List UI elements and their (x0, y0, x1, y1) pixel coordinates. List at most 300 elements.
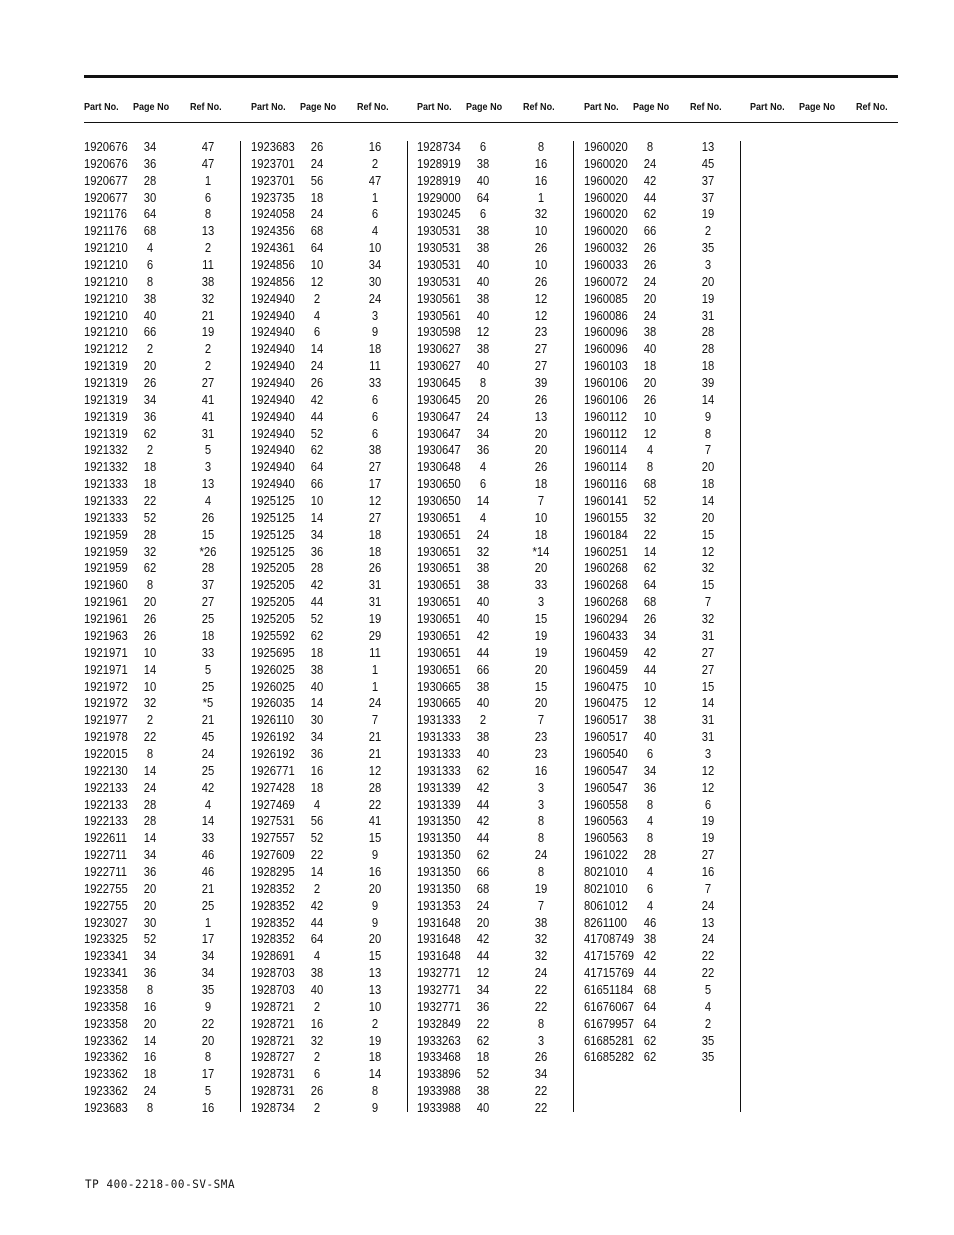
part-number-cell: 61685281 (584, 1033, 635, 1048)
table-row (251, 1016, 411, 1033)
page-number-cell: 32 (143, 544, 157, 559)
page-number-cell: 38 (310, 966, 324, 981)
table-row (251, 392, 411, 409)
header-ref-no: Ref No. (523, 101, 555, 113)
page-number-cell: 14 (476, 494, 490, 509)
page-number-cell: 32 (310, 1033, 324, 1048)
part-number-cell: 1931648 (417, 949, 461, 964)
ref-number-cell: 29 (368, 628, 382, 643)
page-number-cell: 64 (310, 460, 324, 475)
page-number-cell: 14 (143, 662, 157, 677)
part-number-cell: 1931350 (417, 831, 461, 846)
table-row (84, 982, 244, 999)
ref-number-cell: 9 (704, 409, 712, 424)
table-row (584, 375, 744, 392)
page-number-cell: 64 (143, 207, 157, 222)
part-number-cell: 1921977 (84, 713, 128, 728)
page-number-cell: 14 (643, 544, 657, 559)
ref-number-cell: 20 (534, 662, 548, 677)
ref-number-cell: 13 (201, 477, 215, 492)
table-row (251, 746, 411, 763)
table-row (417, 695, 577, 712)
part-number-cell: 1960540 (584, 746, 628, 761)
table-row (584, 274, 744, 291)
part-number-cell: 1931339 (417, 780, 461, 795)
table-row (584, 527, 744, 544)
table-row (584, 510, 744, 527)
part-number-cell: 1925125 (251, 527, 295, 542)
page-number-cell: 68 (310, 224, 324, 239)
part-number-cell: 1921972 (84, 679, 128, 694)
page-number-cell: 30 (143, 915, 157, 930)
part-number-cell: 1925592 (251, 628, 295, 643)
index-column-3 (417, 139, 577, 1117)
part-number-cell: 1930651 (417, 662, 461, 677)
ref-number-cell: 17 (201, 932, 215, 947)
table-row (584, 156, 744, 173)
part-number-cell: 1921959 (84, 561, 128, 576)
part-number-cell: 41715769 (584, 966, 635, 981)
table-row (84, 459, 244, 476)
table-row (584, 813, 744, 830)
part-number-cell: 1923683 (84, 1100, 128, 1115)
ref-number-cell: 31 (368, 595, 382, 610)
ref-number-cell: 9 (371, 898, 379, 913)
ref-number-cell: 12 (368, 494, 382, 509)
page-number-cell: 38 (476, 730, 490, 745)
ref-number-cell: 41 (368, 814, 382, 829)
table-row (417, 341, 577, 358)
table-row (251, 560, 411, 577)
table-row (417, 999, 577, 1016)
page-number-cell: 10 (143, 645, 157, 660)
part-number-cell: 1921978 (84, 730, 128, 745)
table-row (251, 139, 411, 156)
table-row (417, 139, 577, 156)
part-number-cell: 1960547 (584, 763, 628, 778)
part-number-cell: 1927557 (251, 831, 295, 846)
table-row (251, 1083, 411, 1100)
table-row (417, 426, 577, 443)
part-number-cell: 1960268 (584, 578, 628, 593)
ref-number-cell: 6 (371, 426, 379, 441)
ref-number-cell: 5 (704, 982, 712, 997)
page-number-cell: 4 (313, 797, 321, 812)
table-row (251, 459, 411, 476)
page-number-cell: 8 (146, 578, 154, 593)
page-number-cell: 56 (310, 173, 324, 188)
page-number-cell: 26 (643, 612, 657, 627)
page-number-cell: 38 (476, 224, 490, 239)
part-number-cell: 1931648 (417, 915, 461, 930)
table-row (251, 645, 411, 662)
ref-number-cell: 12 (701, 544, 715, 559)
ref-number-cell: 32 (534, 932, 548, 947)
page-number-cell: 4 (479, 460, 487, 475)
part-number-cell: 1931648 (417, 932, 461, 947)
table-row (251, 1066, 411, 1083)
table-row (417, 274, 577, 291)
part-number-cell: 1924940 (251, 392, 295, 407)
ref-number-cell: 20 (534, 696, 548, 711)
part-number-cell: 1923325 (84, 932, 128, 947)
part-number-cell: 1931339 (417, 797, 461, 812)
page-number-cell: 22 (143, 730, 157, 745)
table-row (417, 1049, 577, 1066)
table-row (251, 915, 411, 932)
table-row (84, 375, 244, 392)
part-number-cell: 1960433 (584, 628, 628, 643)
ref-number-cell: 23 (534, 325, 548, 340)
ref-number-cell: 20 (368, 881, 382, 896)
ref-number-cell: 34 (201, 966, 215, 981)
ref-number-cell: 12 (534, 308, 548, 323)
table-row (251, 240, 411, 257)
ref-number-cell: 14 (701, 494, 715, 509)
page-number-cell: 16 (143, 999, 157, 1014)
ref-number-cell: 4 (204, 797, 212, 812)
table-row (84, 1083, 244, 1100)
ref-number-cell: 10 (534, 258, 548, 273)
part-number-cell: 1960106 (584, 376, 628, 391)
header-page-no: Page No (300, 101, 337, 113)
ref-number-cell: 21 (201, 713, 215, 728)
page-number-cell: 42 (476, 932, 490, 947)
table-row (584, 729, 744, 746)
part-number-cell: 1928919 (417, 173, 461, 188)
table-row (417, 240, 577, 257)
page-number-cell: 62 (310, 443, 324, 458)
page-number-cell: 40 (310, 679, 324, 694)
part-number-cell: 8061012 (584, 898, 628, 913)
page-number-cell: 28 (143, 527, 157, 542)
table-row (251, 847, 411, 864)
table-row (251, 695, 411, 712)
ref-number-cell: 32 (701, 612, 715, 627)
ref-number-cell: 8 (204, 1050, 212, 1065)
page-number-cell: 38 (476, 578, 490, 593)
page-number-cell: 40 (476, 696, 490, 711)
table-row (417, 982, 577, 999)
part-number-cell: 1922755 (84, 898, 128, 913)
ref-number-cell: *5 (202, 696, 214, 711)
page-number-cell: 36 (643, 780, 657, 795)
ref-number-cell: 1 (537, 190, 545, 205)
table-row (417, 712, 577, 729)
table-row (251, 223, 411, 240)
header-part-no: Part No. (750, 101, 785, 113)
ref-number-cell: 15 (534, 679, 548, 694)
part-number-cell: 1928352 (251, 915, 295, 930)
page-number-cell: 6 (646, 881, 654, 896)
table-row (584, 1016, 744, 1033)
part-number-cell: 1921319 (84, 426, 128, 441)
page-number-cell: 66 (476, 864, 490, 879)
page-number-cell: 2 (479, 713, 487, 728)
page-number-cell: 2 (146, 443, 154, 458)
page-number-cell: 2 (146, 713, 154, 728)
page-number-cell: 26 (310, 376, 324, 391)
page-number-cell: 24 (643, 156, 657, 171)
ref-number-cell: 25 (201, 679, 215, 694)
ref-number-cell: 20 (701, 510, 715, 525)
part-number-cell: 1931333 (417, 730, 461, 745)
ref-number-cell: 31 (701, 308, 715, 323)
part-number-cell: 1923358 (84, 982, 128, 997)
part-number-cell: 1931350 (417, 881, 461, 896)
table-row (251, 797, 411, 814)
table-row (584, 780, 744, 797)
ref-number-cell: 6 (371, 409, 379, 424)
part-number-cell: 1932849 (417, 1016, 461, 1031)
ref-number-cell: 1 (371, 662, 379, 677)
ref-number-cell: 35 (201, 982, 215, 997)
ref-number-cell: 21 (201, 881, 215, 896)
ref-number-cell: 2 (371, 156, 379, 171)
table-row (417, 662, 577, 679)
ref-number-cell: 30 (368, 274, 382, 289)
ref-number-cell: 2 (371, 1016, 379, 1031)
table-row (417, 881, 577, 898)
page-number-cell: 62 (143, 561, 157, 576)
part-number-cell: 1923362 (84, 1033, 128, 1048)
part-number-cell: 1960475 (584, 696, 628, 711)
part-number-cell: 1930531 (417, 258, 461, 273)
part-number-cell: 1930531 (417, 241, 461, 256)
page-number-cell: 40 (476, 1100, 490, 1115)
table-row (417, 1066, 577, 1083)
table-row (584, 544, 744, 561)
page-number-cell: 64 (643, 1016, 657, 1031)
table-row (84, 1033, 244, 1050)
ref-number-cell: 3 (704, 258, 712, 273)
part-number-cell: 1928691 (251, 949, 295, 964)
part-number-cell: 1925125 (251, 494, 295, 509)
part-number-cell: 1928731 (251, 1084, 295, 1099)
part-number-cell: 1930645 (417, 376, 461, 391)
page-number-cell: 10 (310, 494, 324, 509)
part-number-cell: 1923341 (84, 949, 128, 964)
ref-number-cell: 16 (534, 763, 548, 778)
part-number-cell: 1928734 (417, 140, 461, 154)
ref-number-cell: 9 (371, 325, 379, 340)
page-number-cell: 18 (143, 460, 157, 475)
page-number-cell: 44 (643, 190, 657, 205)
table-row (584, 628, 744, 645)
table-row (417, 763, 577, 780)
page-number-cell: 4 (479, 510, 487, 525)
page-number-cell: 26 (143, 628, 157, 643)
table-row (584, 476, 744, 493)
ref-number-cell: 11 (369, 645, 381, 660)
ref-number-cell: 41 (201, 409, 215, 424)
ref-number-cell: 32 (201, 291, 215, 306)
page-number-cell: 8 (646, 797, 654, 812)
part-number-cell: 1933988 (417, 1100, 461, 1115)
ref-number-cell: 17 (368, 477, 382, 492)
page-number-cell: 2 (313, 291, 321, 306)
ref-number-cell: 5 (204, 662, 212, 677)
ref-number-cell: 24 (701, 898, 715, 913)
ref-number-cell: *26 (199, 544, 217, 559)
part-number-cell: 1922133 (84, 797, 128, 812)
part-number-cell: 1924940 (251, 342, 295, 357)
part-number-cell: 1960268 (584, 561, 628, 576)
page-number-cell: 44 (643, 966, 657, 981)
page-number-cell: 28 (143, 173, 157, 188)
ref-number-cell: 11 (202, 258, 214, 273)
ref-number-cell: 18 (701, 359, 715, 374)
page-number-cell: 36 (476, 999, 490, 1014)
table-row (584, 645, 744, 662)
page-number-cell: 34 (310, 730, 324, 745)
part-number-cell: 1931333 (417, 746, 461, 761)
page-number-cell: 4 (146, 241, 154, 256)
table-row (584, 999, 744, 1016)
part-number-cell: 1960459 (584, 645, 628, 660)
table-row (417, 931, 577, 948)
page-number-cell: 20 (143, 881, 157, 896)
ref-number-cell: 26 (534, 274, 548, 289)
page-number-cell: 62 (643, 207, 657, 222)
page-number-cell: 14 (143, 831, 157, 846)
page-number-cell: 2 (313, 881, 321, 896)
table-row (584, 915, 744, 932)
part-number-cell: 1928731 (251, 1067, 295, 1082)
ref-number-cell: 37 (701, 190, 715, 205)
part-number-cell: 1928919 (417, 156, 461, 171)
ref-number-cell: 6 (704, 797, 712, 812)
part-number-cell: 1926192 (251, 746, 295, 761)
part-number-cell: 1925125 (251, 544, 295, 559)
page-number-cell: 18 (143, 477, 157, 492)
ref-number-cell: 16 (534, 156, 548, 171)
part-number-cell: 1921176 (84, 224, 127, 239)
part-number-cell: 1960020 (584, 156, 628, 171)
part-number-cell: 1925695 (251, 645, 295, 660)
table-row (251, 898, 411, 915)
table-row (584, 1033, 744, 1050)
ref-number-cell: 5 (204, 443, 212, 458)
table-row (584, 695, 744, 712)
ref-number-cell: 19 (701, 207, 715, 222)
ref-number-cell: 3 (704, 746, 712, 761)
page-number-cell: 14 (143, 1033, 157, 1048)
part-number-cell: 1921972 (84, 696, 128, 711)
part-number-cell: 1960116 (584, 477, 627, 492)
part-number-cell: 1922755 (84, 881, 128, 896)
table-row (417, 1083, 577, 1100)
ref-number-cell: 10 (368, 999, 382, 1014)
ref-number-cell: 31 (701, 628, 715, 643)
part-number-cell: 1933263 (417, 1033, 461, 1048)
table-row (251, 442, 411, 459)
part-number-cell: 1932771 (417, 966, 461, 981)
part-number-cell: 1932771 (417, 999, 461, 1014)
column-divider (240, 141, 241, 1112)
table-row (251, 982, 411, 999)
part-number-cell: 8021010 (584, 864, 628, 879)
ref-number-cell: 22 (201, 1016, 215, 1031)
part-number-cell: 1960563 (584, 814, 628, 829)
part-number-cell: 1928721 (251, 999, 295, 1014)
part-number-cell: 1961022 (584, 848, 628, 863)
page-number-cell: 62 (310, 628, 324, 643)
ref-number-cell: 3 (537, 1033, 545, 1048)
ref-number-cell: 2 (204, 342, 212, 357)
part-number-cell: 1930651 (417, 628, 461, 643)
table-row (584, 341, 744, 358)
part-number-cell: 1927428 (251, 780, 295, 795)
table-row (417, 392, 577, 409)
ref-number-cell: 19 (701, 291, 715, 306)
part-number-cell: 1923701 (251, 156, 295, 171)
ref-number-cell: 3 (537, 595, 545, 610)
page-number-cell: 24 (310, 207, 324, 222)
page-number-cell: 20 (143, 898, 157, 913)
page-number-cell: 62 (643, 1033, 657, 1048)
table-row (584, 1049, 744, 1066)
table-row (584, 139, 744, 156)
page-number-cell: 66 (476, 662, 490, 677)
table-row (417, 1100, 577, 1117)
ref-number-cell: 26 (534, 241, 548, 256)
part-number-cell: 1931350 (417, 864, 461, 879)
header-part-no: Part No. (584, 101, 619, 113)
table-row (251, 510, 411, 527)
table-row (251, 544, 411, 561)
ref-number-cell: 9 (204, 999, 212, 1014)
part-number-cell: 1930651 (417, 645, 461, 660)
table-row (251, 324, 411, 341)
page-number-cell: 20 (143, 595, 157, 610)
part-number-cell: 1921333 (84, 494, 128, 509)
part-number-cell: 1927609 (251, 848, 295, 863)
page-number-cell: 66 (643, 224, 657, 239)
ref-number-cell: 28 (368, 780, 382, 795)
table-row (417, 1016, 577, 1033)
page-number-cell: 4 (646, 443, 654, 458)
ref-number-cell: 20 (534, 561, 548, 576)
table-row (251, 206, 411, 223)
page-number-cell: 24 (643, 308, 657, 323)
ref-number-cell: 1 (371, 190, 379, 205)
header-part-no: Part No. (251, 101, 286, 113)
ref-number-cell: 46 (201, 864, 215, 879)
part-number-cell: 1923358 (84, 1016, 128, 1031)
ref-number-cell: 7 (537, 713, 545, 728)
ref-number-cell: 15 (701, 679, 715, 694)
part-number-cell: 1921210 (84, 258, 128, 273)
ref-number-cell: 22 (701, 966, 715, 981)
page-number-cell: 68 (643, 982, 657, 997)
part-number-cell: 1924856 (251, 274, 295, 289)
ref-number-cell: 47 (368, 173, 382, 188)
part-number-cell: 1931350 (417, 814, 461, 829)
page-number-cell: 40 (643, 730, 657, 745)
ref-number-cell: 7 (704, 595, 712, 610)
page-number-cell: 30 (310, 713, 324, 728)
page-number-cell: 12 (310, 274, 324, 289)
ref-number-cell: 12 (701, 780, 715, 795)
table-row (417, 797, 577, 814)
part-number-cell: 1921210 (84, 241, 128, 256)
ref-number-cell: 20 (368, 932, 382, 947)
part-number-cell: 1930651 (417, 578, 461, 593)
part-number-cell: 1930627 (417, 342, 461, 357)
part-number-cell: 1960096 (584, 342, 628, 357)
ref-number-cell: 45 (201, 730, 215, 745)
